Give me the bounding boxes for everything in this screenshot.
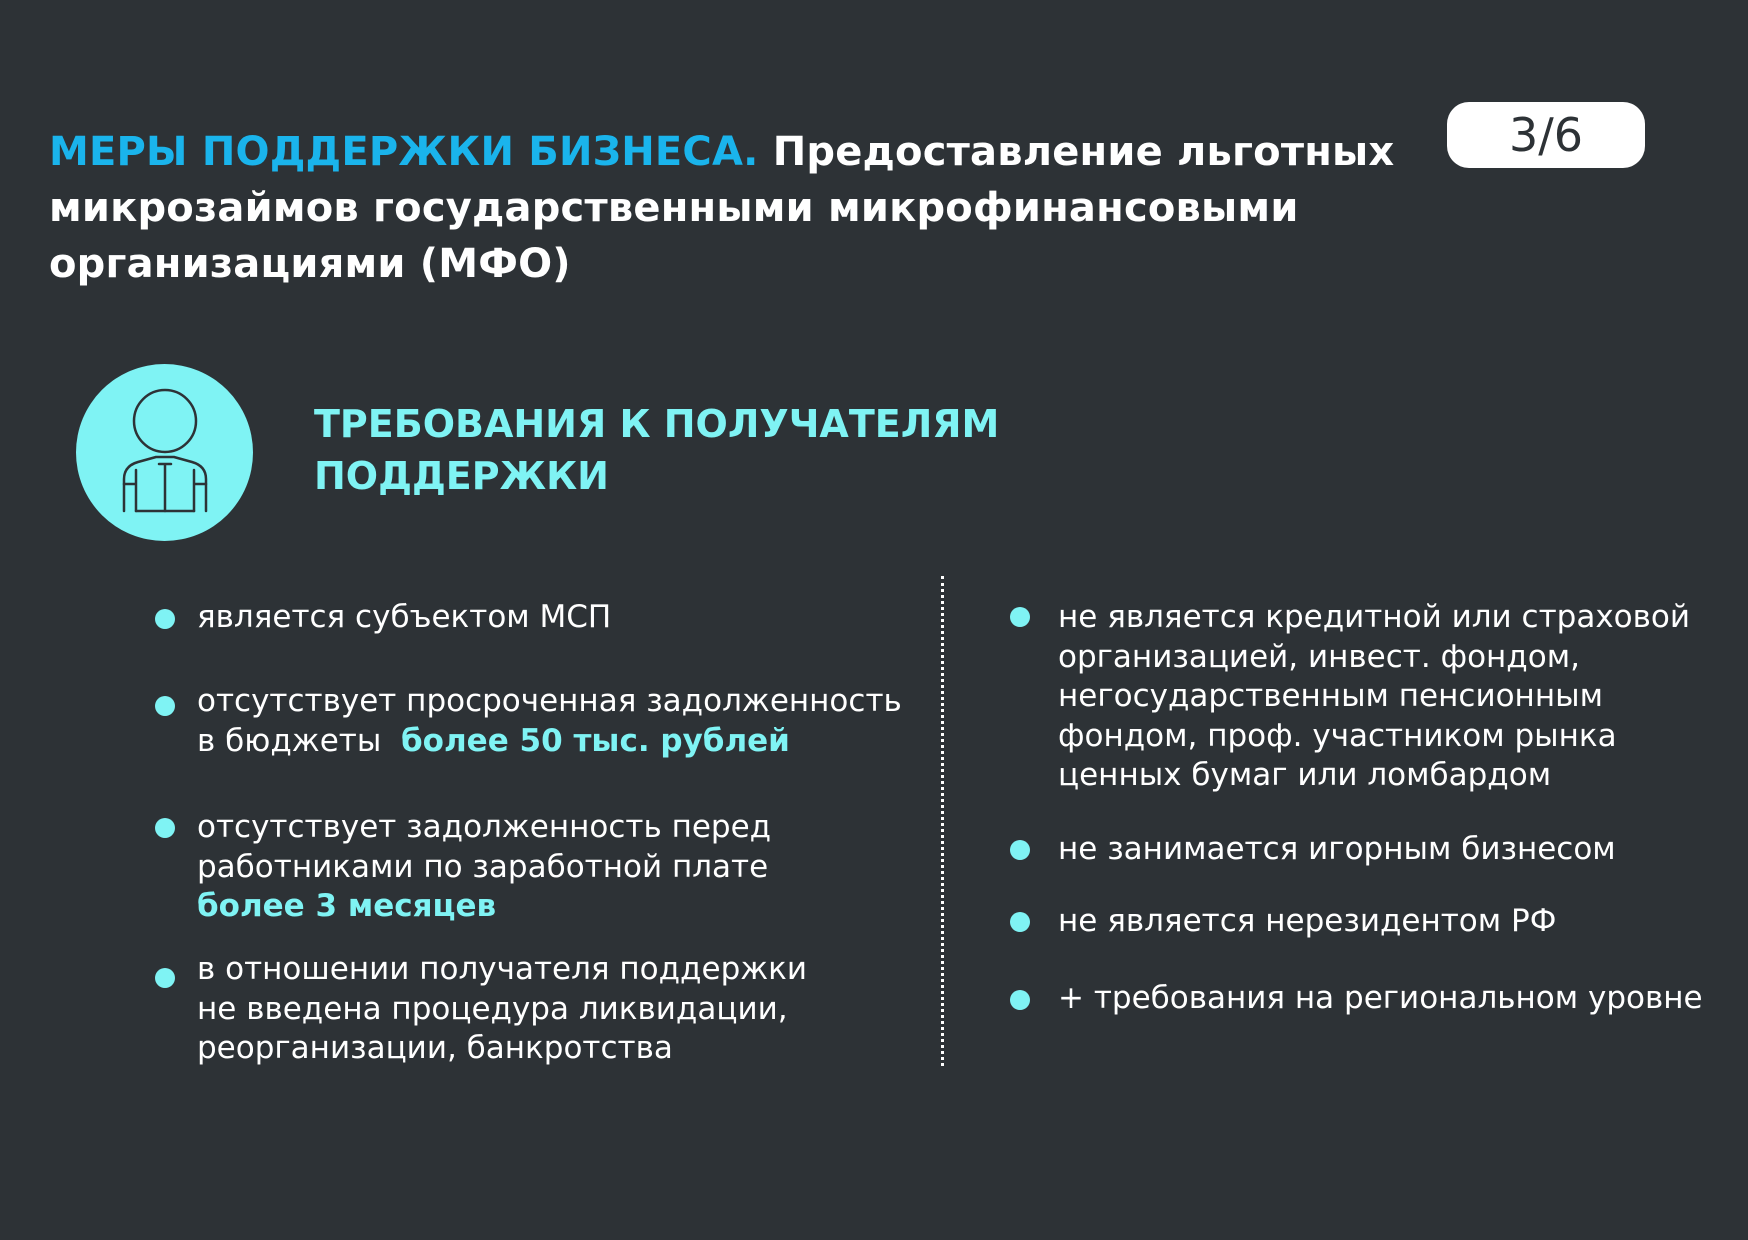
page-counter: 3/6	[1447, 102, 1645, 168]
requirement-line: не занимается игорным бизнесом	[1058, 831, 1616, 867]
requirement-line: + требования на региональном уровне	[1058, 980, 1703, 1016]
bullet-icon	[155, 818, 175, 838]
title-accent: МЕРЫ ПОДДЕРЖКИ БИЗНЕСА.	[49, 129, 759, 175]
requirement-line: негосударственным пенсионным	[1058, 678, 1603, 714]
requirement-line	[197, 722, 937, 762]
bullet-icon	[155, 968, 175, 988]
person-icon	[76, 364, 253, 541]
requirement-line: фондом, проф. участником рынка	[1058, 717, 1617, 754]
requirement-item	[197, 598, 937, 638]
requirement-line: ценных бумаг или ломбардом	[1058, 757, 1552, 793]
section-title	[314, 398, 1014, 502]
requirement-line: не является нерезидентом РФ	[1058, 903, 1557, 939]
column-divider	[941, 576, 944, 1066]
requirement-line: не является кредитной или страховой	[1058, 599, 1691, 635]
requirement-item	[1058, 830, 1738, 870]
requirement-item	[1058, 598, 1738, 796]
bullet-icon	[1010, 607, 1030, 627]
bullet-icon	[1010, 912, 1030, 932]
requirement-line: реорганизации, банкротства	[197, 1030, 673, 1066]
person-icon-badge	[76, 364, 253, 541]
section-title-line: ТРЕБОВАНИЯ К ПОЛУЧАТЕЛЯМ	[314, 402, 1000, 446]
requirement-item	[1058, 979, 1738, 1019]
requirement-highlight: более 50 тыс. рублей	[401, 722, 790, 759]
bullet-icon	[155, 696, 175, 716]
requirement-line: отсутствует просроченная задолженность	[197, 683, 902, 719]
requirement-text: в бюджеты	[197, 722, 382, 759]
requirement-item	[197, 682, 937, 761]
requirement-item	[1058, 902, 1738, 942]
bullet-icon	[155, 609, 175, 629]
title-rest: Предоставление льготных микрозаймов государственными микрофинансовыми организациями (МФО)	[49, 129, 1395, 287]
page-title	[49, 124, 1429, 292]
bullet-icon	[1010, 840, 1030, 860]
requirement-line: является субъектом МСП	[197, 599, 612, 635]
requirement-line: работниками по заработной плате	[197, 848, 769, 885]
requirement-item	[197, 950, 937, 1069]
requirement-line: в отношении получателя поддержки	[197, 951, 808, 987]
bullet-icon	[1010, 990, 1030, 1010]
section-title-line: ПОДДЕРЖКИ	[314, 454, 609, 498]
requirement-line: не введена процедура ликвидации,	[197, 990, 788, 1027]
requirement-line: организацией, инвест. фондом,	[1058, 638, 1580, 675]
requirement-highlight: более 3 месяцев	[197, 888, 497, 924]
requirement-line: отсутствует задолженность перед	[197, 809, 772, 845]
requirement-item	[197, 808, 937, 927]
